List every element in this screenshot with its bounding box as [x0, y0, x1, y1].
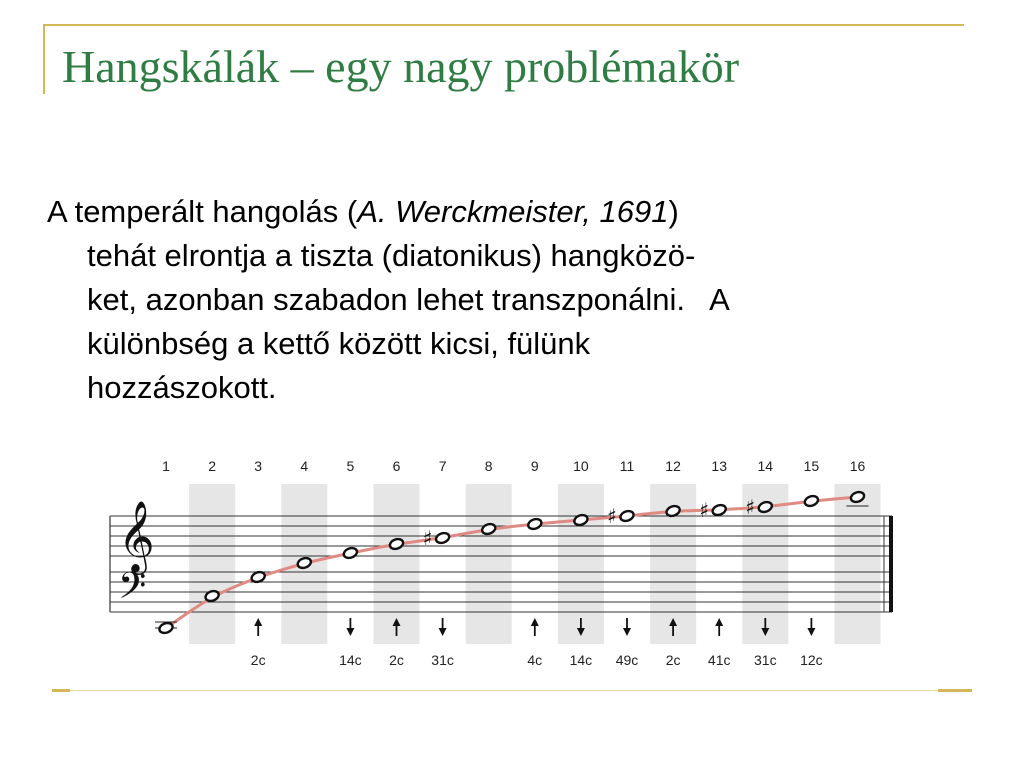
up-arrow-icon: [531, 618, 539, 626]
cent-deviation-label: 14c: [569, 652, 593, 668]
cent-deviation-label: 12c: [800, 652, 823, 668]
down-arrow-icon: [623, 628, 631, 636]
note-head-13: [711, 503, 727, 516]
harmonic-series-figure: [100, 440, 900, 680]
treble-clef-icon: 𝄞: [118, 499, 155, 572]
sharp-icon: ♯: [699, 498, 709, 522]
harmonic-number-label: 16: [849, 458, 866, 474]
harmonic-number-label: 11: [619, 458, 635, 474]
frame-bottom-right-accent: [938, 689, 972, 692]
harmonic-number-label: 2: [208, 458, 216, 474]
cent-deviation-label: 31c: [754, 652, 777, 668]
frame-left-rule: [43, 24, 45, 94]
note-head-7: [435, 531, 451, 544]
note-head-15: [803, 494, 819, 507]
paragraph-line-2: tehát elrontja a tiszta (diatonikus) hangközö-: [87, 238, 696, 273]
frame-bottom-left-accent: [52, 689, 70, 692]
harmonic-number-label: 8: [484, 458, 493, 474]
sharp-icon: ♯: [745, 495, 755, 519]
slide-title: Hangskálák – egy nagy problémakör: [62, 41, 740, 92]
bass-clef-icon: 𝄢: [118, 565, 147, 616]
paragraph-line-3: ket, azonban szabadon lehet transzponálni. A: [87, 282, 730, 317]
harmonic-number-label: 3: [254, 458, 263, 474]
sharp-icon: ♯: [422, 526, 433, 550]
paragraph-line-1-end: ): [668, 194, 679, 229]
cent-deviation-label: 49c: [615, 652, 639, 668]
harmonic-number-label: 9: [530, 458, 539, 474]
cent-deviation-label: 14c: [339, 652, 362, 668]
note-head-1: [158, 621, 174, 634]
harmonic-number-label: 12: [665, 458, 681, 474]
note-head-9: [527, 517, 543, 530]
column-shade-2: [189, 484, 235, 644]
column-shade-8: [466, 484, 512, 644]
up-arrow-icon: [715, 618, 723, 626]
paragraph-line-1: [47, 190, 967, 234]
note-head-11: [619, 509, 635, 522]
frame-top-rule: [43, 24, 964, 26]
harmonic-number-label: 7: [438, 458, 447, 474]
sharp-icon: ♯: [607, 504, 617, 528]
slide-paragraph: [47, 190, 967, 410]
harmonic-number-label: 14: [757, 458, 774, 474]
harmonic-number-label: 15: [803, 458, 820, 474]
cent-deviation-label: 4c: [527, 652, 543, 668]
harmonic-number-label: 13: [711, 458, 727, 474]
citation-werckmeister: A. Werckmeister, 1691: [357, 194, 669, 229]
column-shade-16: [835, 484, 881, 644]
harmonic-number-label: 5: [346, 458, 355, 474]
cent-deviation-label: 2c: [250, 652, 266, 668]
paragraph-line-1-start: A temperált hangolás (: [47, 194, 358, 229]
harmonic-number-label: 10: [573, 458, 589, 474]
cent-deviation-label: 2c: [389, 652, 404, 668]
cent-deviation-label: 41c: [707, 652, 731, 668]
up-arrow-icon: [254, 618, 262, 626]
cent-deviation-label: 31c: [431, 652, 454, 668]
harmonic-number-label: 6: [392, 458, 401, 474]
harmonic-number-label: 4: [300, 458, 309, 474]
cent-deviation-label: 2c: [665, 652, 681, 668]
paragraph-line-4: különbség a kettő között kicsi, fülünk: [87, 326, 591, 361]
paragraph-line-5: hozzászokott.: [87, 370, 277, 405]
note-head-5: [342, 546, 358, 559]
down-arrow-icon: [346, 628, 354, 636]
harmonic-number-label: 1: [162, 458, 170, 474]
down-arrow-icon: [807, 628, 815, 636]
frame-bottom-rule: [52, 690, 972, 691]
down-arrow-icon: [439, 628, 447, 636]
